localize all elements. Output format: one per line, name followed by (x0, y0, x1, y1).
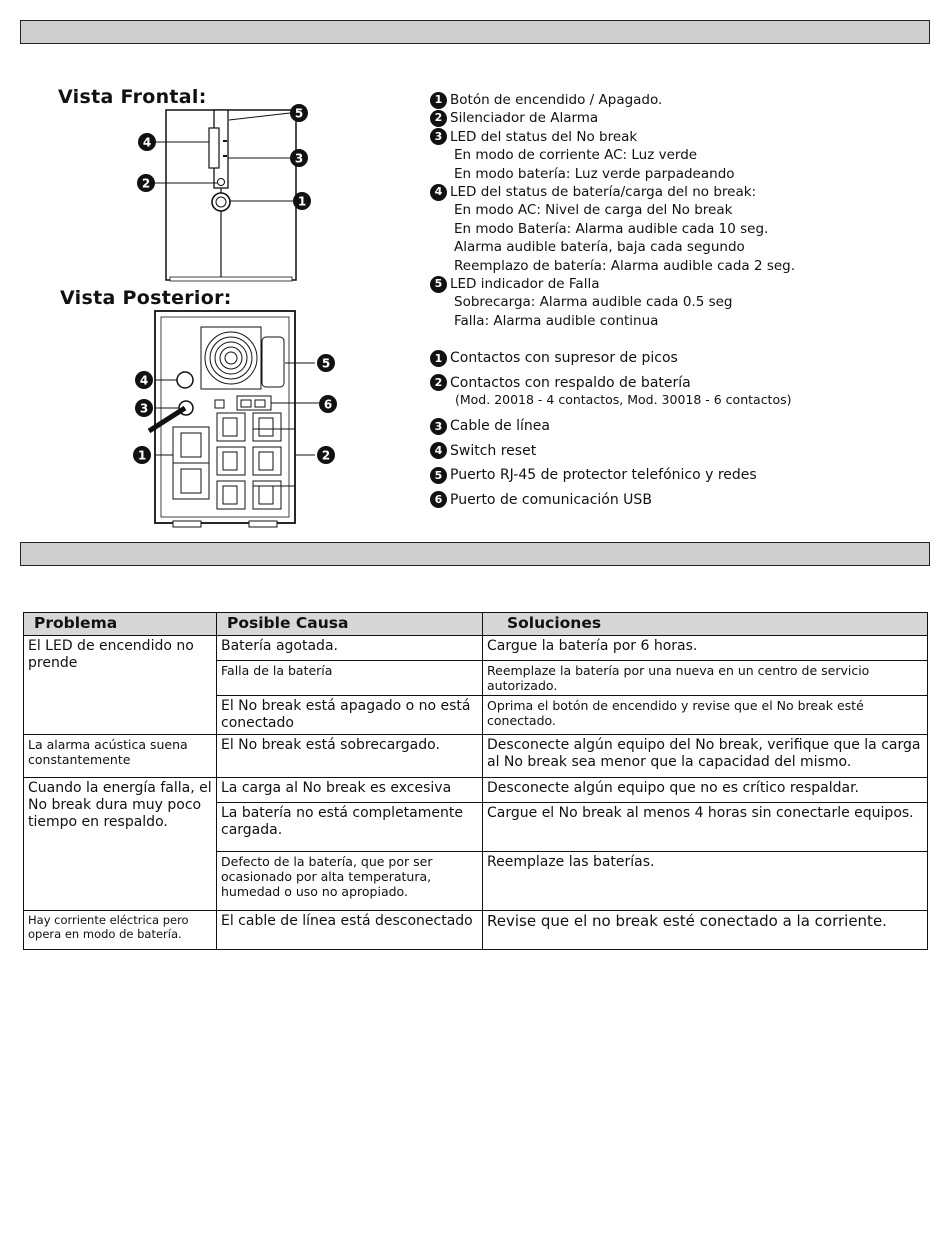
svg-text:2: 2 (141, 176, 151, 191)
svg-text:2: 2 (321, 448, 331, 463)
legend-detail: Alarma audible batería, baja cada segundo (454, 239, 745, 256)
rear-callout-1 (133, 446, 151, 464)
rear-legend-item: 4 Switch reset (430, 439, 792, 464)
front-callout-3 (290, 149, 308, 167)
number-badge-icon: 5 (430, 467, 447, 484)
rear-callout-3 (135, 399, 153, 417)
number-badge-icon: 3 (430, 418, 447, 435)
front-legend-item: 5 LED indicador de Falla (430, 275, 795, 293)
front-legend-item: 4 LED del status de batería/carga del no break: (430, 183, 795, 201)
number-badge-icon: 3 (430, 128, 447, 145)
solution-cell: Cargue la batería por 6 horas. (483, 636, 928, 661)
front-legend-item: 2 Silenciador de Alarma (430, 109, 795, 127)
legend-detail: En modo de corriente AC: Luz verde (454, 147, 698, 164)
table-row (24, 735, 928, 778)
front-callout-2 (137, 174, 155, 192)
table-header-row (24, 613, 928, 636)
svg-text:5: 5 (321, 356, 331, 371)
column-header-solutions: Soluciones (483, 613, 928, 636)
rear-legend-item: 2 Contactos con respaldo de batería (430, 371, 792, 396)
svg-text:3: 3 (294, 151, 304, 166)
front-legend-item: 3 LED del status del No break (430, 128, 795, 146)
front-callout-4 (138, 133, 156, 151)
section-header-bar-2 (20, 542, 930, 566)
rear-callout-5 (317, 354, 335, 372)
svg-text:5: 5 (294, 106, 304, 121)
problem-cell: Cuando la energía falla, el No break dura muy poco tiempo en respaldo. (24, 778, 217, 911)
table-row (24, 778, 928, 803)
cause-cell: Defecto de la batería, que por ser ocasionado por alta temperatura, humedad o uso no apropiado. (217, 852, 483, 911)
column-header-cause: Posible Causa (217, 613, 483, 636)
section-header-bar-1 (20, 20, 930, 44)
rear-callout-6 (319, 395, 337, 413)
rear-legend-item: 5 Puerto RJ-45 de protector telefónico y redes (430, 463, 792, 488)
number-badge-icon: 2 (430, 374, 447, 391)
front-callout-5 (290, 104, 308, 122)
number-badge-icon: 5 (430, 276, 447, 293)
number-badge-icon: 2 (430, 110, 447, 127)
svg-text:1: 1 (297, 194, 307, 209)
solution-cell: Reemplaze las baterías. (483, 852, 928, 911)
front-view-diagram (130, 100, 330, 295)
cause-cell: El No break está sobrecargado. (217, 735, 483, 778)
problem-cell: El LED de encendido no prende (24, 636, 217, 735)
svg-text:3: 3 (139, 401, 149, 416)
rear-view-diagram (125, 305, 345, 530)
table-row (24, 911, 928, 950)
svg-text:6: 6 (323, 397, 333, 412)
legend-detail: Reemplazo de batería: Alarma audible cada 2 seg. (454, 257, 796, 274)
solution-cell: Oprima el botón de encendido y revise que el No break esté conectado. (483, 696, 928, 735)
number-badge-icon: 4 (430, 184, 447, 201)
problem-cell: La alarma acústica suena constantemente (24, 735, 217, 778)
rear-legend (430, 346, 792, 512)
svg-text:4: 4 (142, 135, 152, 150)
cause-cell: La carga al No break es excesiva (217, 778, 483, 803)
rear-legend-item: 1 Contactos con supresor de picos (430, 346, 792, 371)
cause-cell: El No break está apagado o no está conectado (217, 696, 483, 735)
solution-cell: Revise que el no break esté conectado a la corriente. (483, 911, 928, 950)
column-header-problem: Problema (24, 613, 217, 636)
rear-legend-item: 6 Puerto de comunicación USB (430, 488, 792, 513)
number-badge-icon: 1 (430, 92, 447, 109)
cause-cell: El cable de línea está desconectado (217, 911, 483, 950)
number-badge-icon: 6 (430, 491, 447, 508)
front-callout-1 (293, 192, 311, 210)
rear-legend-item: 3 Cable de línea (430, 414, 792, 439)
solution-cell: Cargue el No break al menos 4 horas sin conectarle equipos. (483, 803, 928, 852)
front-legend-item: 1 Botón de encendido / Apagado. (430, 91, 795, 109)
svg-text:1: 1 (137, 448, 147, 463)
cause-cell: La batería no está completamente cargada. (217, 803, 483, 852)
number-badge-icon: 4 (430, 442, 447, 459)
solution-cell: Desconecte algún equipo del No break, verifique que la carga al No break sea menor que la capacidad del mismo. (483, 735, 928, 778)
legend-detail: En modo AC: Nivel de carga del No break (454, 202, 733, 219)
rear-view-title: Vista Posterior: (60, 287, 232, 309)
solution-cell: Reemplaze la batería por una nueva en un centro de servicio autorizado. (483, 661, 928, 696)
legend-note: (Mod. 20018 - 4 contactos, Mod. 30018 - 6 contactos) (455, 392, 792, 407)
table-row (24, 636, 928, 661)
legend-detail: Sobrecarga: Alarma audible cada 0.5 seg (454, 294, 733, 311)
cause-cell: Falla de la batería (217, 661, 483, 696)
rear-callout-4 (135, 371, 153, 389)
number-badge-icon: 1 (430, 350, 447, 367)
svg-text:4: 4 (139, 373, 149, 388)
legend-detail: En modo batería: Luz verde parpadeando (454, 165, 735, 182)
cause-cell: Batería agotada. (217, 636, 483, 661)
legend-detail: Falla: Alarma audible continua (454, 312, 659, 329)
solution-cell: Desconecte algún equipo que no es crítico respaldar. (483, 778, 928, 803)
problem-cell: Hay corriente eléctrica pero opera en modo de batería. (24, 911, 217, 950)
front-legend (430, 91, 795, 330)
front-view-title: Vista Frontal: (58, 86, 207, 108)
rear-callout-2 (317, 446, 335, 464)
troubleshooting-table (23, 612, 928, 950)
legend-detail: En modo Batería: Alarma audible cada 10 seg. (454, 220, 769, 237)
